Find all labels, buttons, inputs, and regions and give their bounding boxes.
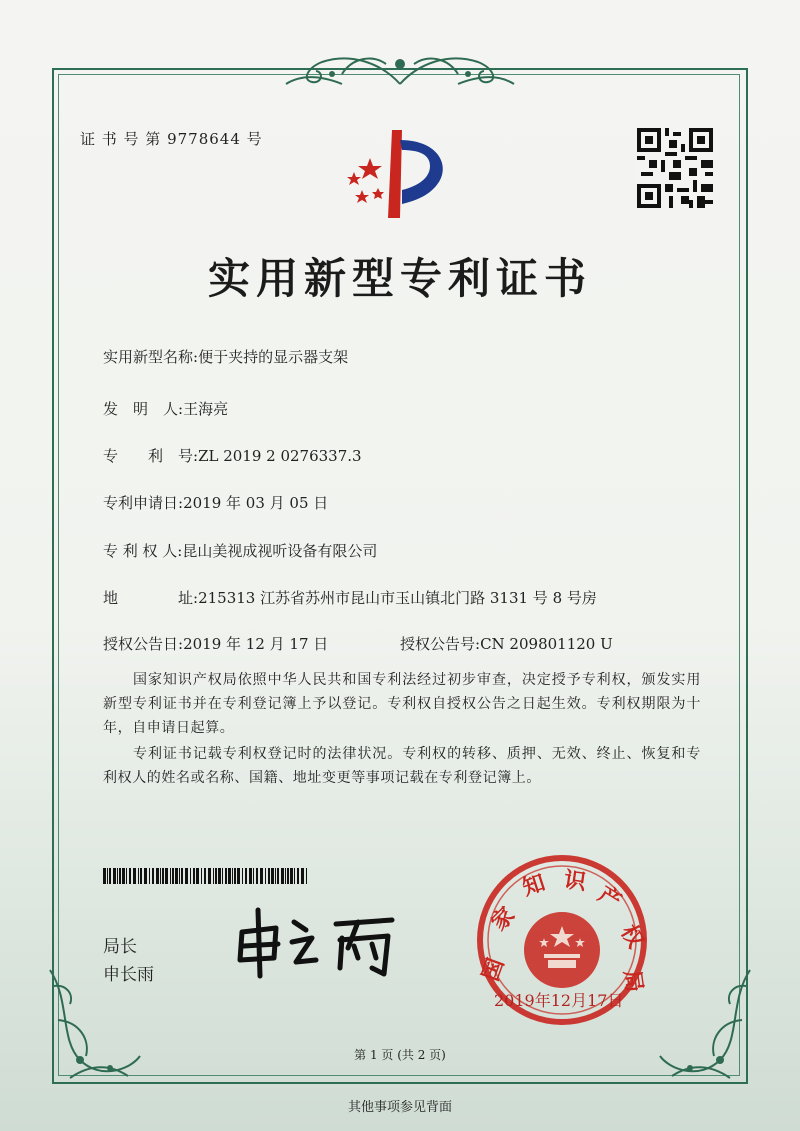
seal-char-2: 家 xyxy=(486,902,521,937)
footer-note: 其他事项参见背面 xyxy=(347,1100,452,1115)
seal-char-1: 国 xyxy=(477,954,510,985)
grant-number-label: 授权公告号: xyxy=(400,635,481,653)
seal-date: 2019年12月17日 xyxy=(494,991,624,1010)
filing-date-value: 2019 年 03 月 05 日 xyxy=(183,494,329,512)
patent-number-label: 专 利 号: xyxy=(103,447,199,465)
patentee-label: 专 利 权 人: xyxy=(103,542,183,560)
grant-date-label: 授权公告日: xyxy=(103,635,184,653)
grant-statement-paragraph: 国家知识产权局依照中华人民共和国专利法经过初步审查，决定授予专利权，颁发实用新型专利证书并在专利登记簿上予以登记。专利权自授权公告之日起生效。专利权期限为十年，自申请日起算。 xyxy=(103,672,701,736)
certificate-number: 证 书 号 第 9778644 号 xyxy=(80,130,263,148)
grant-date-row xyxy=(103,633,328,654)
patentee-row xyxy=(103,540,377,561)
utility-model-name-value: 便于夹持的显示器支架 xyxy=(198,348,349,366)
filing-date-label: 专利申请日: xyxy=(103,494,184,512)
seal-char-4: 识 xyxy=(562,866,588,896)
utility-model-name-label: 实用新型名称: xyxy=(103,348,199,366)
grant-number-row xyxy=(400,633,613,654)
seal-char-6: 权 xyxy=(615,920,649,953)
grant-number-value: CN 209801120 U xyxy=(480,635,613,653)
patent-office-emblem xyxy=(340,128,460,220)
patent-number-row xyxy=(103,445,362,466)
director-name: 申长雨 xyxy=(103,965,154,985)
seal-char-7: 局 xyxy=(618,968,648,994)
page-number: 第 1 页 (共 2 页) xyxy=(354,1048,446,1062)
grant-date-value: 2019 年 12 月 17 日 xyxy=(183,635,329,653)
top-ornament xyxy=(282,44,518,90)
patent-number-value: ZL 2019 2 0276337.3 xyxy=(198,447,362,465)
address-row xyxy=(103,587,597,608)
filing-date-row xyxy=(103,492,328,513)
bottom-right-ornament xyxy=(650,960,760,1090)
certificate-title: 实用新型专利证书 xyxy=(207,254,592,303)
utility-model-name-row xyxy=(103,346,348,367)
address-value: 215313 江苏省苏州市昆山市玉山镇北门路 3131 号 8 号房 xyxy=(198,589,597,607)
seal-char-3: 知 xyxy=(519,869,549,902)
legal-status-paragraph: 专利证书记载专利权登记时的法律状况。专利权的转移、质押、无效、终止、恢复和专利权人的姓名或名称、国籍、地址变更等事项记载在专利登记簿上。 xyxy=(103,746,701,786)
seal-char-5: 产 xyxy=(593,881,626,915)
address-label: 地 址: xyxy=(103,589,199,607)
qr-code xyxy=(637,128,713,208)
patentee-value: 昆山美视成视听设备有限公司 xyxy=(182,542,378,560)
inventor-label: 发 明 人: xyxy=(103,400,184,418)
barcode xyxy=(103,868,310,884)
inventor-value: 王海亮 xyxy=(183,400,229,418)
inventor-row xyxy=(103,398,228,419)
director-title: 局长 xyxy=(103,937,137,957)
director-signature xyxy=(232,902,407,980)
